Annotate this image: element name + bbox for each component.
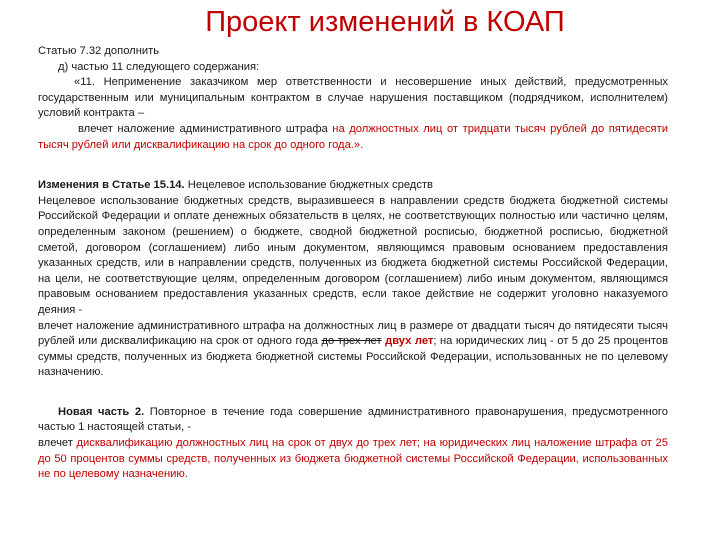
document-body [38, 44, 668, 483]
block2-body: Нецелевое использование бюджетных средств, выразившееся в направлении средств бюджета бюджетной системы Российской Федерации и оплате денежных обязательств в целях, не соответствующих полностью или частично целям, определенным законом (решением) о бюджете, сводной бюджетной росписью, бюджетной росписью, бюджетной сметой, договором (соглашением) либо иным документом, являющимся правовым основанием предоставления указанных средств, или в направлении средств, полученных из бюджета бюджетной системы Российской Федерации, на цели, не соответствующие целям, определенным договором (соглашением) либо иным документом, являющимся правовым основанием предоставления указанных средств, если такое действие не содержит уголовно наказуемого деяния - [38, 194, 668, 316]
block3-para [38, 405, 668, 436]
block2-penalty-new: двух лет [381, 335, 434, 348]
block1-penalty [38, 122, 668, 153]
block2-penalty-end: ; на юридических лиц - от 5 до 25 процентов суммы средств, полученных из бюджета бюджетной системы Российской Федерации, использованных не по целевому назначению. [38, 335, 669, 379]
block2-penalty-start: влечет наложение административного штрафа на должностных лиц в размере от двадцати тысяч до пятидесяти тысяч рублей или дисквалификацию на срок от одного года [38, 319, 668, 348]
block2-heading-bold: Изменения в Статье 15.14. [38, 179, 185, 192]
block1-line1: Статью 7.32 дополнить [38, 45, 160, 57]
block1-penalty-red: на должностных лиц от тридцати тысяч рублей до пятидесяти тысяч рублей или дисквалификацию на срок до одного года.». [38, 122, 668, 151]
block1-line2: д) частью 11 следующего содержания: [58, 60, 260, 73]
block2-heading [38, 178, 668, 194]
block3-penalty-red: дисквалификацию должностных лиц на срок от двух до трех лет; на юридических лиц наложение штрафа от 25 до 50 процентов суммы средств, полученных из бюджета бюджетной системы Российской Федерации, использованных не по целевому назначению. [38, 437, 668, 481]
page-title: Проект изменений в КОАП [205, 6, 565, 38]
block3-text: Повторное в течение года совершение административного правонарушения, предусмотренного частью 1 настоящей статьи, - [38, 405, 668, 434]
block2-heading-rest: Нецелевое использование бюджетных средств [184, 179, 433, 192]
block3-bold: Новая часть 2. [58, 405, 145, 418]
block1-para: «11. Неприменение заказчиком мер ответственности и несовершение иных действий, предусмотренных государственным или муниципальным контрактом в случае нарушения поставщиком (подрядчиком, исполнителем) условий контракта – [38, 76, 668, 120]
block3-penalty [38, 436, 668, 483]
block2-penalty-struck: до трех лет [321, 335, 382, 348]
block3-penalty-text: влечет [38, 437, 77, 450]
block2-penalty [38, 319, 668, 381]
block1-penalty-text: влечет наложение административного штрафа [78, 122, 333, 135]
